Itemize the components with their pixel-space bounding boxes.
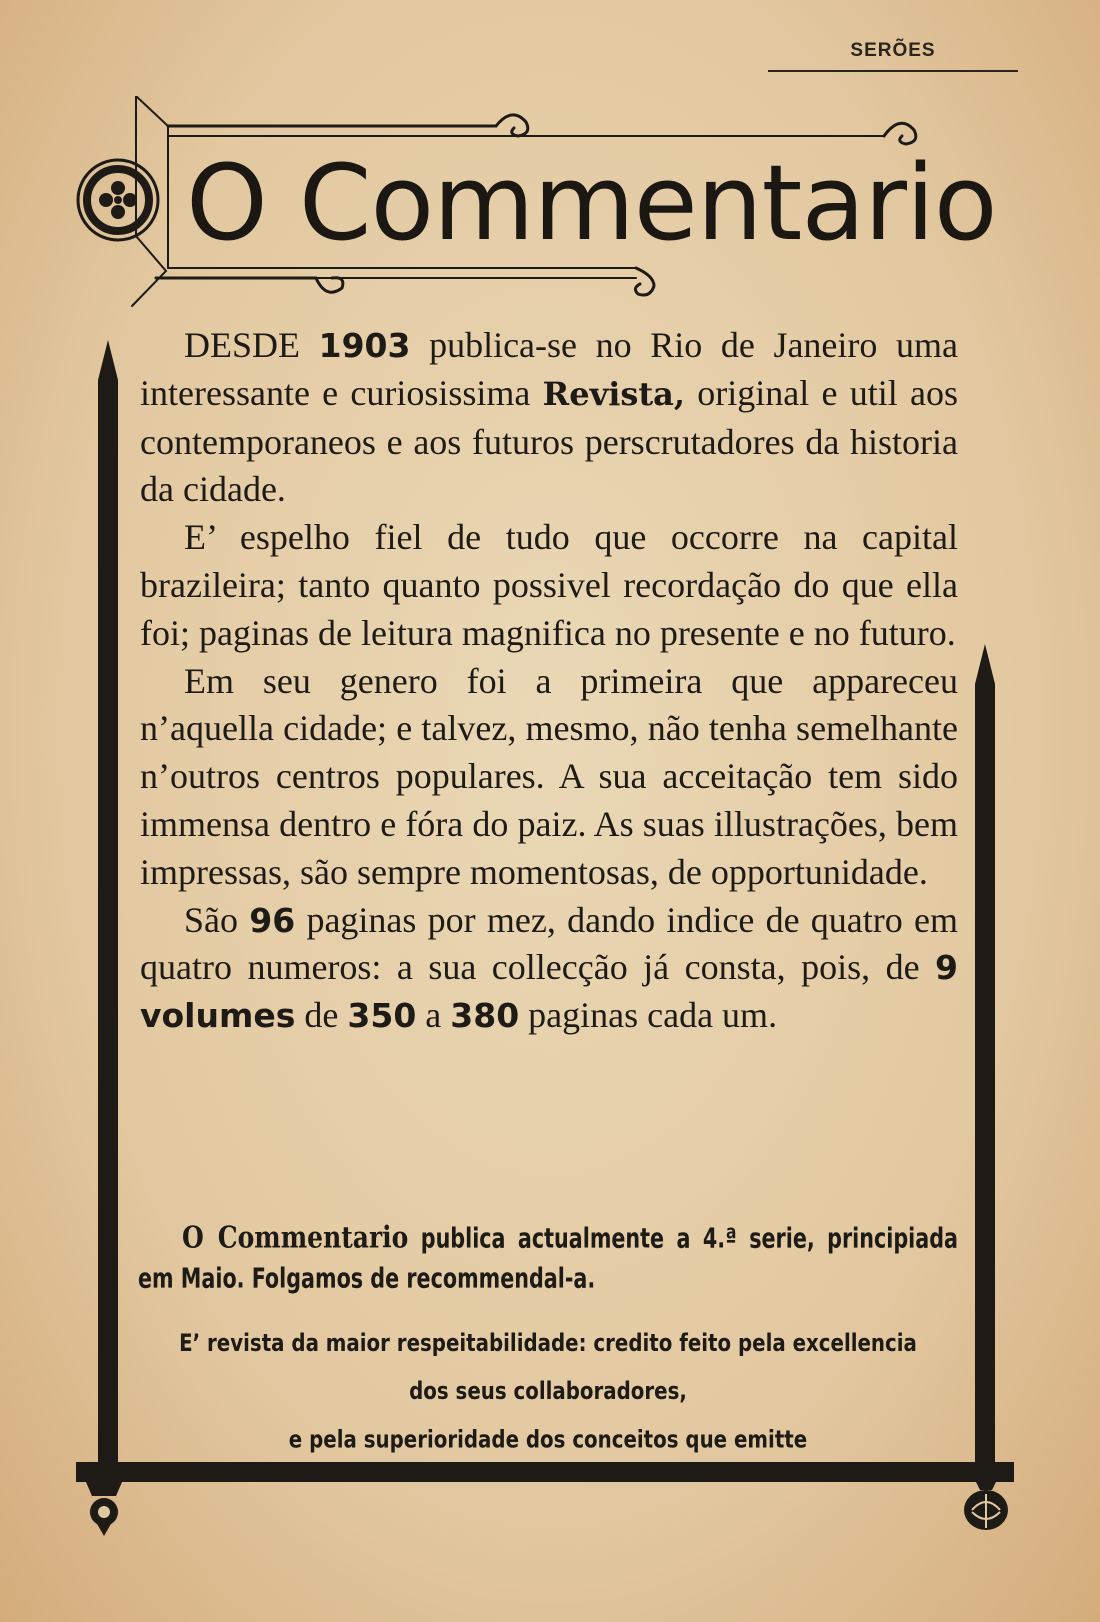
note-magazine-name: O Commentario — [182, 1220, 409, 1255]
paragraph-text: paginas por mez, dando indice de quatro em quatro numeros: a sua collecção já consta, pois, de — [140, 899, 959, 988]
paragraph — [140, 897, 958, 1040]
bottom-right-ornament — [958, 1482, 1014, 1538]
running-head: SERÕES — [768, 36, 1018, 72]
bottom-left-ornament — [76, 1482, 132, 1538]
paragraph — [140, 658, 958, 897]
note-text: publica actualmente a 4.ª serie, principiada em Maio. Folgamos de recommendal-a. — [138, 1223, 958, 1295]
paragraph-text: E’ espelho fiel de tudo que occorre na capital brazileira; tanto quanto possivel recordação do que ella foi; paginas de leitura magnifica no presente e no futuro. — [140, 517, 958, 653]
emphasis-text: 350 — [347, 996, 417, 1036]
emphasis-text: 380 — [450, 996, 520, 1036]
emphasis-text: 96 — [249, 900, 296, 940]
paragraph-text: DESDE — [184, 325, 319, 365]
closing-line-3: e pela superioridade dos conceitos que emitte — [288, 1426, 808, 1455]
emphasis-text: 1903 — [318, 326, 411, 365]
paragraph-text: paginas cada um. — [519, 995, 778, 1036]
paragraph-text: original e util aos contemporaneos e aos futuros perscrutadores da historia da cidade. — [140, 372, 958, 510]
right-column-bar — [975, 644, 995, 1462]
article-body — [140, 322, 958, 1040]
paragraph-text: São — [184, 899, 250, 940]
paragraph-text: a — [416, 995, 451, 1036]
emphasis-text: Revista, — [542, 374, 686, 413]
paragraph — [140, 322, 958, 514]
paragraph-text: publica-se no Rio de Janeiro uma interessante e curiosissima — [140, 325, 958, 413]
emphasis-text: 9 volumes — [140, 948, 958, 1036]
paragraph-text: de — [295, 995, 348, 1036]
closing-line-1: E’ revista da maior respeitabilidade: credito feito pela excellencia — [179, 1329, 917, 1358]
paragraph-text: Em seu genero foi a primeira que appareceu n’aquella cidade; e talvez, mesmo, não tenha semelhante n’outros centros populares. A sua acceitação tem sido immensa dentro e fóra do paiz. As suas illustrações, bem impressas, são sempre momentosas, de opportunidade. — [140, 660, 958, 892]
recommendation-note — [138, 1218, 958, 1299]
closing-statement — [138, 1320, 958, 1465]
closing-line-2: dos seus collaboradores, — [409, 1378, 687, 1406]
page-title: O Commentario — [186, 142, 997, 264]
left-column-bar — [98, 340, 118, 1462]
paragraph — [140, 514, 958, 657]
